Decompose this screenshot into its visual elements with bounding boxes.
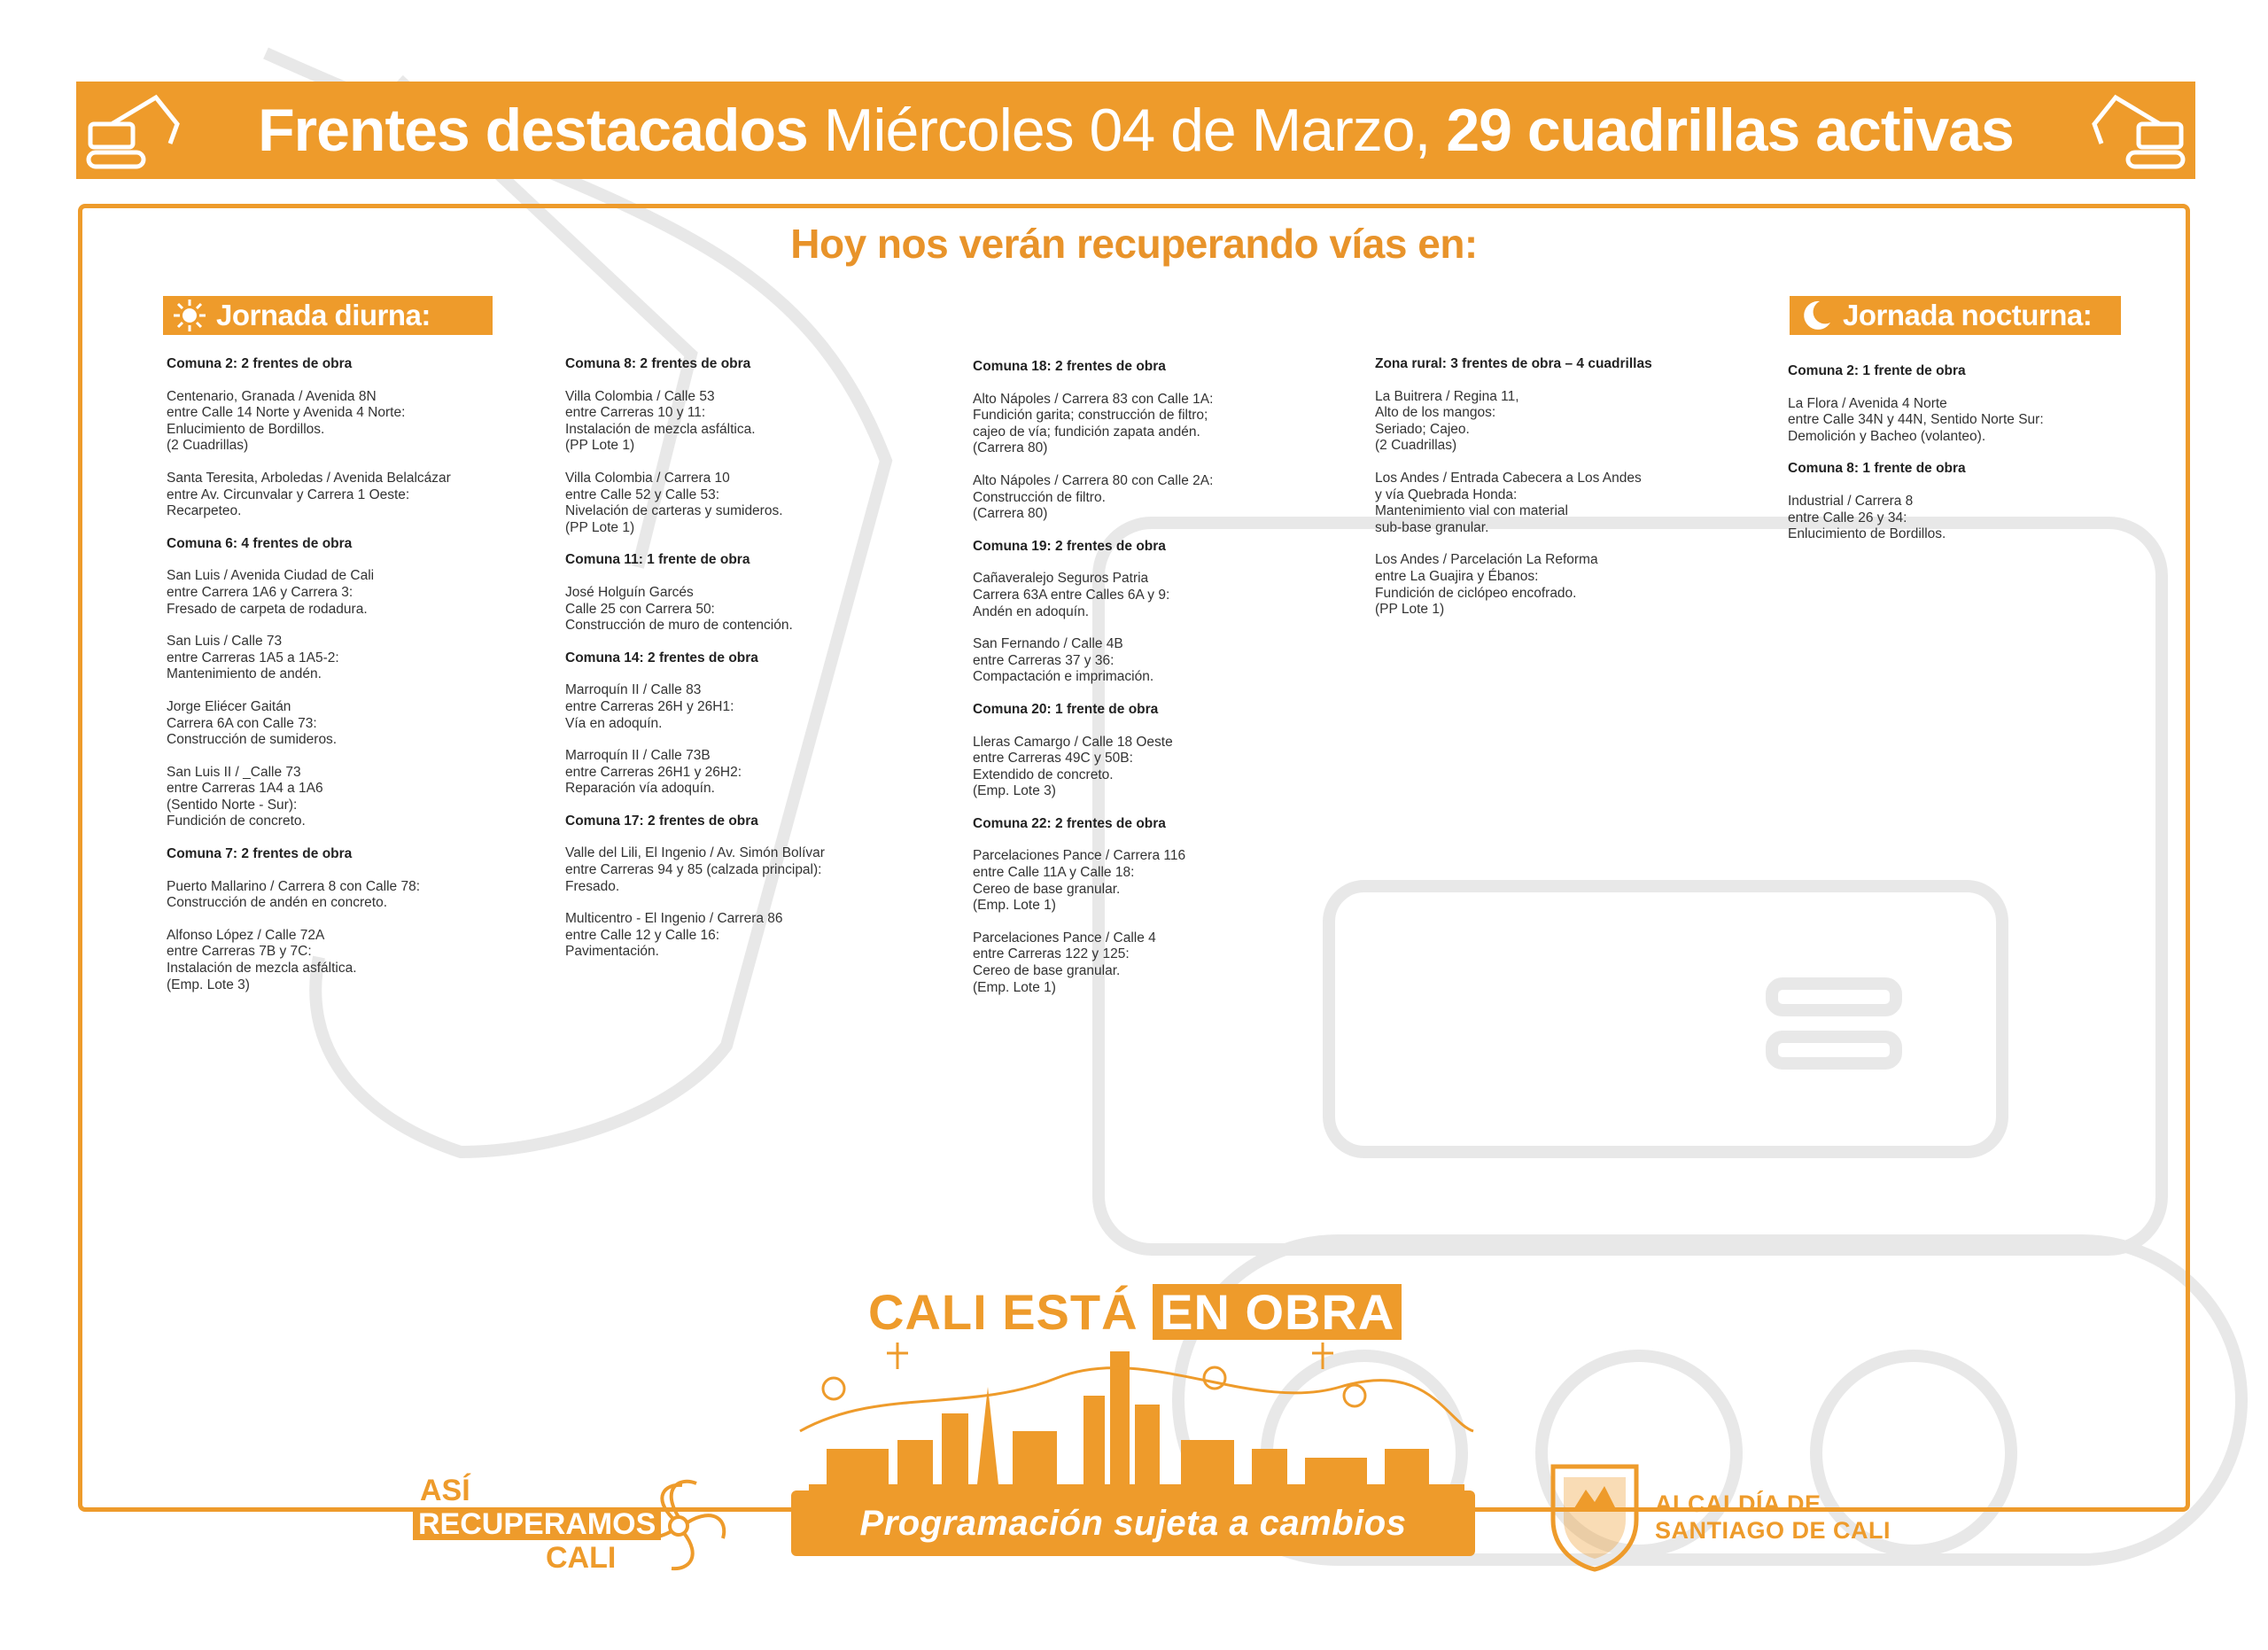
section-subtitle: Hoy nos verán recuperando vías en: [790, 221, 1478, 267]
section-heading: Comuna 2: 1 frente de obra [1788, 363, 1966, 378]
work-front-entry: San Fernando / Calle 4B entre Carreras 37 y 36: Compactación e imprimación. [973, 636, 1154, 685]
schedule-disclaimer: Programación sujeta a cambios [791, 1490, 1475, 1556]
work-front-entry: Marroquín II / Calle 83 entre Carreras 26H y 26H1: Vía en adoquín. [565, 682, 734, 731]
work-front-entry: Parcelaciones Pance / Calle 4 entre Carreras 122 y 125: Cereo de base granular. (Emp. Lote 1) [973, 930, 1156, 995]
header-banner [76, 82, 2195, 179]
work-front-entry: La Flora / Avenida 4 Norte entre Calle 34N y 44N, Sentido Norte Sur: Demolición y Bacheo (volanteo). [1788, 395, 2044, 444]
section-heading: Zona rural: 3 frentes de obra – 4 cuadrillas [1375, 356, 1652, 371]
work-front-entry: San Luis II / _Calle 73 entre Carreras 1A4 a 1A6 (Sentido Norte - Sur): Fundición de concreto. [167, 764, 323, 829]
asi-line-2: RECUPERAMOS [413, 1508, 661, 1540]
work-front-entry: Alfonso López / Calle 72A entre Carreras 7B y 7C: Instalación de mezcla asfáltica. (Emp. Lote 3) [167, 927, 357, 992]
section-heading: Comuna 7: 2 frentes de obra [167, 846, 353, 862]
section-heading: Comuna 6: 4 frentes de obra [167, 535, 353, 551]
work-front-entry: Marroquín II / Calle 73B entre Carreras 26H1 y 26H2: Reparación vía adoquín. [565, 748, 742, 797]
work-column-2 [565, 356, 946, 977]
work-front-entry: Villa Colombia / Calle 53 entre Carreras 10 y 11: Instalación de mezcla asfáltica. (PP Lote 1) [565, 388, 756, 454]
section-heading: Comuna 17: 2 frentes de obra [565, 813, 758, 829]
section-heading: Comuna 22: 2 frentes de obra [973, 815, 1166, 831]
alcaldia-line-2: SANTIAGO DE CALI [1655, 1517, 1891, 1544]
alcaldia-line-1: ALCALDÍA DE [1655, 1490, 1821, 1517]
work-front-entry: Industrial / Carrera 8 entre Calle 26 y 34: Enlucimiento de Bordillos. [1788, 493, 1946, 542]
work-front-entry: Valle del Lili, El Ingenio / Av. Simón Bolívar entre Carreras 94 y 85 (calzada principal): Fresado. [565, 845, 825, 894]
title-crews: 29 cuadrillas activas [1430, 97, 2014, 164]
section-heading: Comuna 8: 2 frentes de obra [565, 356, 751, 371]
work-front-entry: Los Andes / Parcelación La Reforma entre La Guajira y Ébanos: Fundición de ciclópeo encofrado. (PP Lote 1) [1375, 552, 1598, 618]
work-front-entry: Centenario, Granada / Avenida 8N entre Calle 14 Norte y Avenida 4 Norte: Enlucimiento de Bordillos. (2 Cuadrillas) [167, 388, 406, 454]
work-front-entry: Santa Teresita, Arboledas / Avenida Belalcázar entre Av. Circunvalar y Carrera 1 Oeste: Recarpeteo. [167, 470, 451, 519]
work-front-entry: Alto Nápoles / Carrera 83 con Calle 1A: Fundición garita; construcción de filtro; cajeo de vía; fundición zapata andén. (Carrera 80) [973, 391, 1214, 456]
work-column-3 [973, 359, 1354, 1012]
moon-icon [1798, 298, 1834, 333]
work-front-entry: Multicentro - El Ingenio / Carrera 86 entre Calle 12 y Calle 16: Pavimentación. [565, 911, 783, 960]
campaign-title [868, 1283, 1402, 1341]
night-shift-text: Jornada nocturna: [1843, 299, 2093, 331]
campaign-title-highlight: EN OBRA [1153, 1284, 1402, 1340]
day-shift-label [163, 296, 493, 335]
work-front-entry: Cañaveralejo Seguros Patria Carrera 63A entre Calles 6A y 9: Andén en adoquín. [973, 571, 1170, 619]
section-heading: Comuna 8: 1 frente de obra [1788, 461, 1966, 477]
sun-icon [172, 298, 207, 333]
section-heading: Comuna 2: 2 frentes de obra [167, 356, 353, 371]
work-front-entry: Los Andes / Entrada Cabecera a Los Andes y vía Quebrada Honda: Mantenimiento vial con material sub-base granular. [1375, 470, 1642, 535]
work-column-1 [167, 356, 548, 1009]
campaign-title-main: CALI ESTÁ [868, 1284, 1153, 1340]
title-bold: Frentes destacados [258, 97, 808, 164]
work-front-entry: Lleras Camargo / Calle 18 Oeste entre Carreras 49C y 50B: Extendido de concreto. (Emp. Lote 3) [973, 734, 1173, 799]
work-front-entry: La Buitrera / Regina 11, Alto de los mangos: Seriado; Cajeo. (2 Cuadrillas) [1375, 388, 1519, 454]
section-heading: Comuna 18: 2 frentes de obra [973, 359, 1166, 374]
cali-skyline-illustration [791, 1334, 1482, 1493]
page-title [258, 96, 2014, 165]
section-heading: Comuna 14: 2 frentes de obra [565, 650, 758, 665]
day-shift-text: Jornada diurna: [216, 299, 431, 331]
title-date: Miércoles 04 de Marzo, [807, 97, 1431, 164]
work-front-entry: Jorge Eliécer Gaitán Carrera 6A con Calle 73: Construcción de sumideros. [167, 698, 338, 748]
asi-line-1: ASÍ [420, 1474, 470, 1507]
work-front-entry: San Luis / Avenida Ciudad de Cali entre Carrera 1A6 y Carrera 3: Fresado de carpeta de rodadura. [167, 568, 375, 617]
work-front-entry: José Holguín Garcés Calle 25 con Carrera 50: Construcción de muro de contención. [565, 584, 793, 634]
work-column-night [1788, 363, 2169, 559]
work-front-entry: Alto Nápoles / Carrera 80 con Calle 2A: Construcción de filtro. (Carrera 80) [973, 472, 1214, 522]
asi-line-3: CALI [546, 1541, 617, 1575]
alcaldia-text [1655, 1490, 1891, 1544]
work-column-4 [1375, 356, 1756, 634]
work-front-entry: Puerto Mallarino / Carrera 8 con Calle 78: Construcción de andén en concreto. [167, 878, 421, 911]
excavator-icon [2087, 89, 2186, 172]
night-shift-label [1790, 296, 2121, 335]
work-front-entry: Villa Colombia / Carrera 10 entre Calle 52 y Calle 53: Nivelación de carteras y sumideros. (PP Lote 1) [565, 470, 783, 535]
work-front-entry: Parcelaciones Pance / Carrera 116 entre Calle 11A y Calle 18: Cereo de base granular. (Emp. Lote 1) [973, 848, 1186, 914]
section-heading: Comuna 20: 1 frente de obra [973, 701, 1159, 717]
excavator-icon [85, 89, 184, 172]
work-front-entry: San Luis / Calle 73 entre Carreras 1A5 a 1A5-2: Mantenimiento de andén. [167, 634, 339, 682]
cali-coat-of-arms [1546, 1458, 1643, 1573]
section-heading: Comuna 11: 1 frente de obra [565, 552, 750, 568]
section-heading: Comuna 19: 2 frentes de obra [973, 538, 1166, 554]
